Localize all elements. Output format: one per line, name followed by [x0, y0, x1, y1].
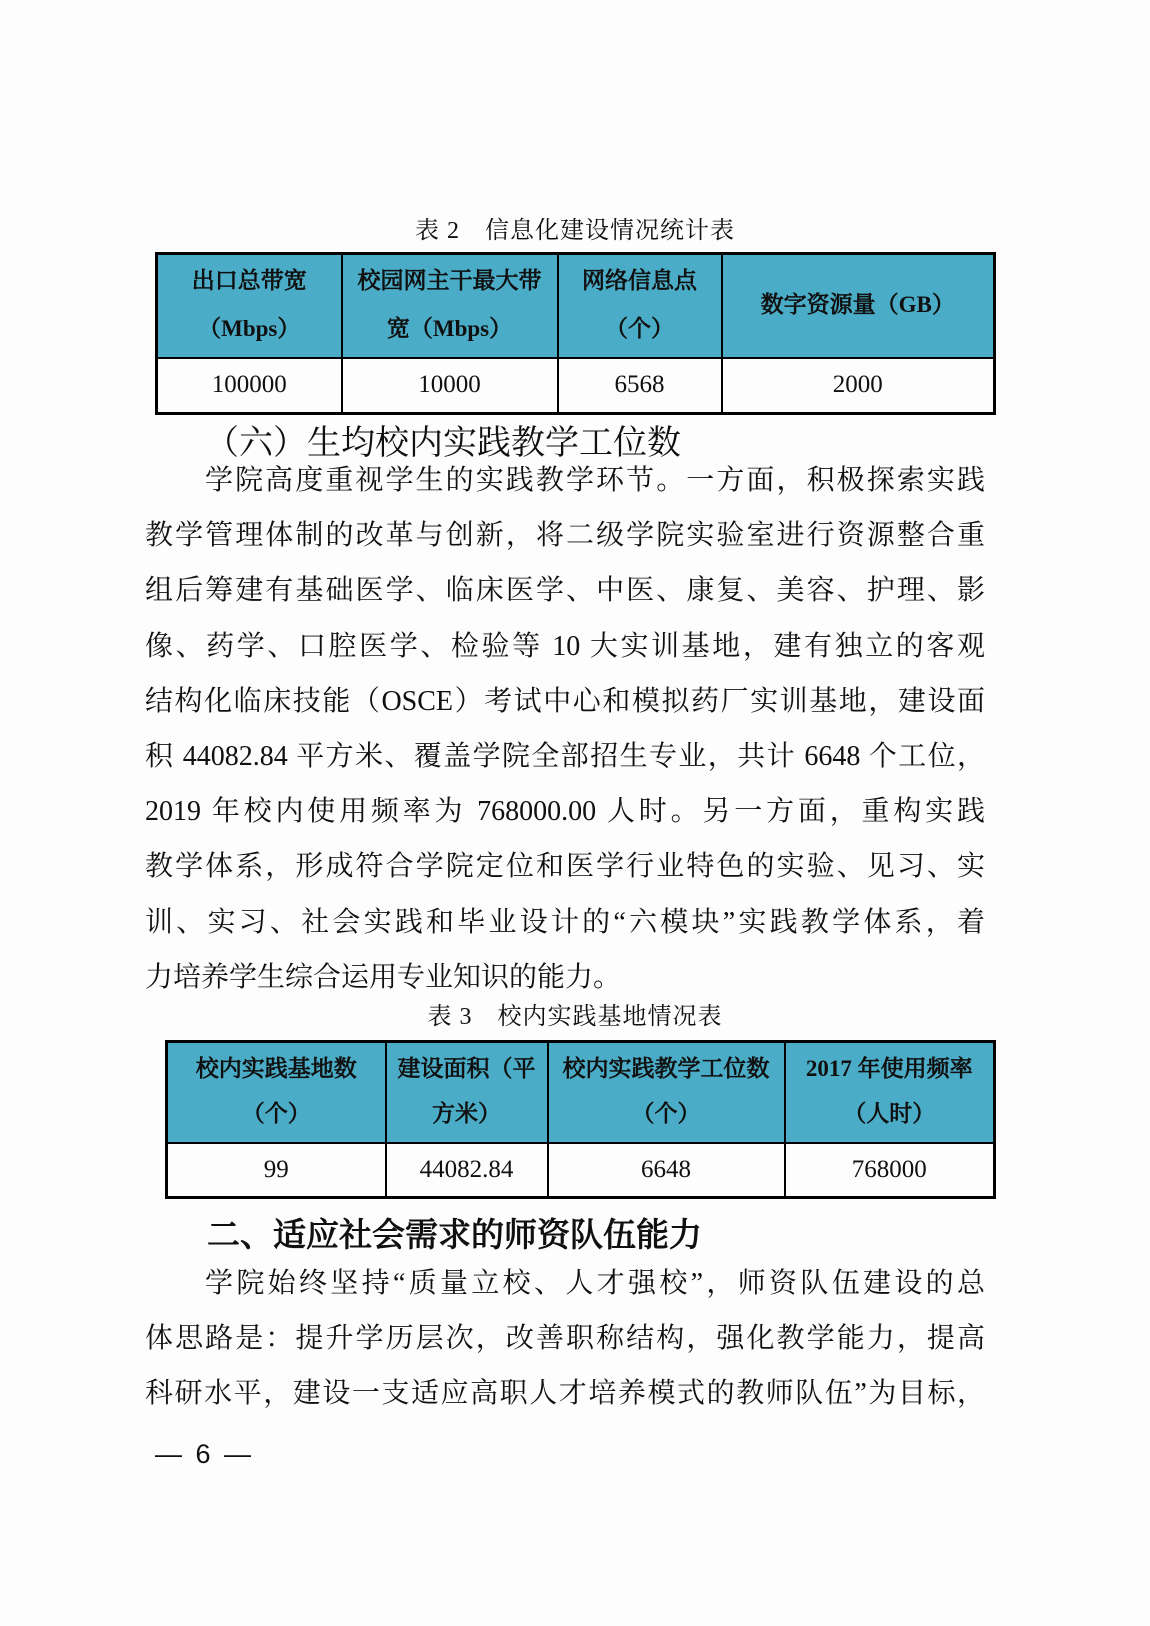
table3-header-line: （个）: [241, 1100, 311, 1126]
table3-header-line: （人时）: [843, 1100, 936, 1126]
table3-header-cell-area: [386, 1042, 548, 1143]
table2-data-row: [157, 358, 995, 414]
page-number: — 6 —: [155, 1439, 255, 1469]
table2-header-cell-backbone: [342, 254, 558, 358]
table2-value-cell: 6568: [558, 358, 722, 414]
table2-header-line: 数字资源量（GB）: [760, 291, 955, 317]
paragraph-line: 体思路是：提升学历层次，改善职称结构，强化教学能力，提高: [145, 1323, 985, 1355]
table3-value-cell: 99: [167, 1143, 386, 1198]
table2-header-cell-network-points: [558, 254, 722, 358]
table2-title: 表 2 信息化建设情况统计表: [415, 218, 735, 244]
paragraph-line: 组后筹建有基础医学、临床医学、中医、康复、美容、护理、影: [145, 575, 985, 607]
table2-value-cell: 2000: [722, 358, 995, 414]
table3-header-row: [167, 1042, 995, 1143]
section2-heading: 二、适应社会需求的师资队伍能力: [207, 1216, 702, 1253]
table3-practice-base: [165, 1040, 996, 1199]
section6-heading: （六）生均校内实践教学工位数: [205, 425, 681, 462]
table2-header-row: [157, 254, 995, 358]
table3-header-cell-base-count: [167, 1042, 386, 1143]
table3-value-cell: 6648: [548, 1143, 785, 1198]
paragraph-line: 学院始终坚持“质量立校、人才强校”，师资队伍建设的总: [205, 1268, 985, 1299]
table3-header-line: （个）: [631, 1100, 701, 1126]
table3-title: 表 3 校内实践基地情况表: [427, 1004, 723, 1030]
table3-value-cell: 768000: [785, 1143, 995, 1198]
paragraph-line: 训、实习、社会实践和毕业设计的“六模块”实践教学体系，着: [145, 906, 985, 938]
table3-header-line: 校内实践教学工位数: [562, 1056, 770, 1081]
table2-header-line: 出口总带宽: [191, 268, 307, 293]
paragraph-line: 像、药学、口腔医学、检验等 10 大实训基地，建有独立的客观: [145, 630, 985, 662]
paragraph-line: 积 44082.84 平方米、覆盖学院全部招生专业，共计 6648 个工位，: [145, 740, 985, 772]
table3-header-line: 建设面积（平: [397, 1056, 536, 1081]
table3-value-cell: 44082.84: [386, 1143, 548, 1198]
paragraph-line: 结构化临床技能（OSCE）考试中心和模拟药厂实训基地，建设面: [145, 685, 985, 717]
table3-data-row: [167, 1143, 995, 1198]
table2-header-cell-digital-resources: [722, 254, 995, 358]
table2-header-line: 网络信息点: [582, 268, 697, 293]
section2-paragraph: [145, 1256, 985, 1422]
table2-header-line: （Mbps）: [198, 315, 301, 341]
section6-paragraph: [145, 453, 985, 1005]
table3-header-cell-usage-frequency: [785, 1042, 995, 1143]
paragraph-line: 教学管理体制的改革与创新，将二级学院实验室进行资源整合重: [145, 520, 985, 552]
table2-value-cell: 10000: [342, 358, 558, 414]
table2-header-cell-bandwidth: [157, 254, 342, 358]
paragraph-line: 2019 年校内使用频率为 768000.00 人时。另一方面，重构实践: [145, 796, 985, 828]
table3-header-cell-workstations: [548, 1042, 785, 1143]
table3-header-line: 校内实践基地数: [195, 1056, 357, 1081]
paragraph-line: 科研水平，建设一支适应高职人才培养模式的教师队伍”为目标，: [145, 1378, 985, 1410]
paragraph-line: 力培养学生综合运用专业知识的能力。: [145, 961, 622, 993]
table3-header-line: 方米）: [432, 1100, 501, 1126]
table2-info-construction: [155, 252, 996, 415]
paragraph-line: 学院高度重视学生的实践教学环节。一方面，积极探索实践: [205, 465, 985, 496]
table2-header-line: 宽（Mbps）: [386, 315, 513, 341]
table2-header-line: （个）: [605, 315, 674, 341]
paragraph-line: 教学体系，形成符合学院定位和医学行业特色的实验、见习、实: [145, 851, 985, 883]
table3-header-line: 2017 年使用频率: [805, 1056, 973, 1081]
table2-header-line: 校园网主干最大带: [357, 268, 542, 293]
table2-value-cell: 100000: [157, 358, 342, 414]
